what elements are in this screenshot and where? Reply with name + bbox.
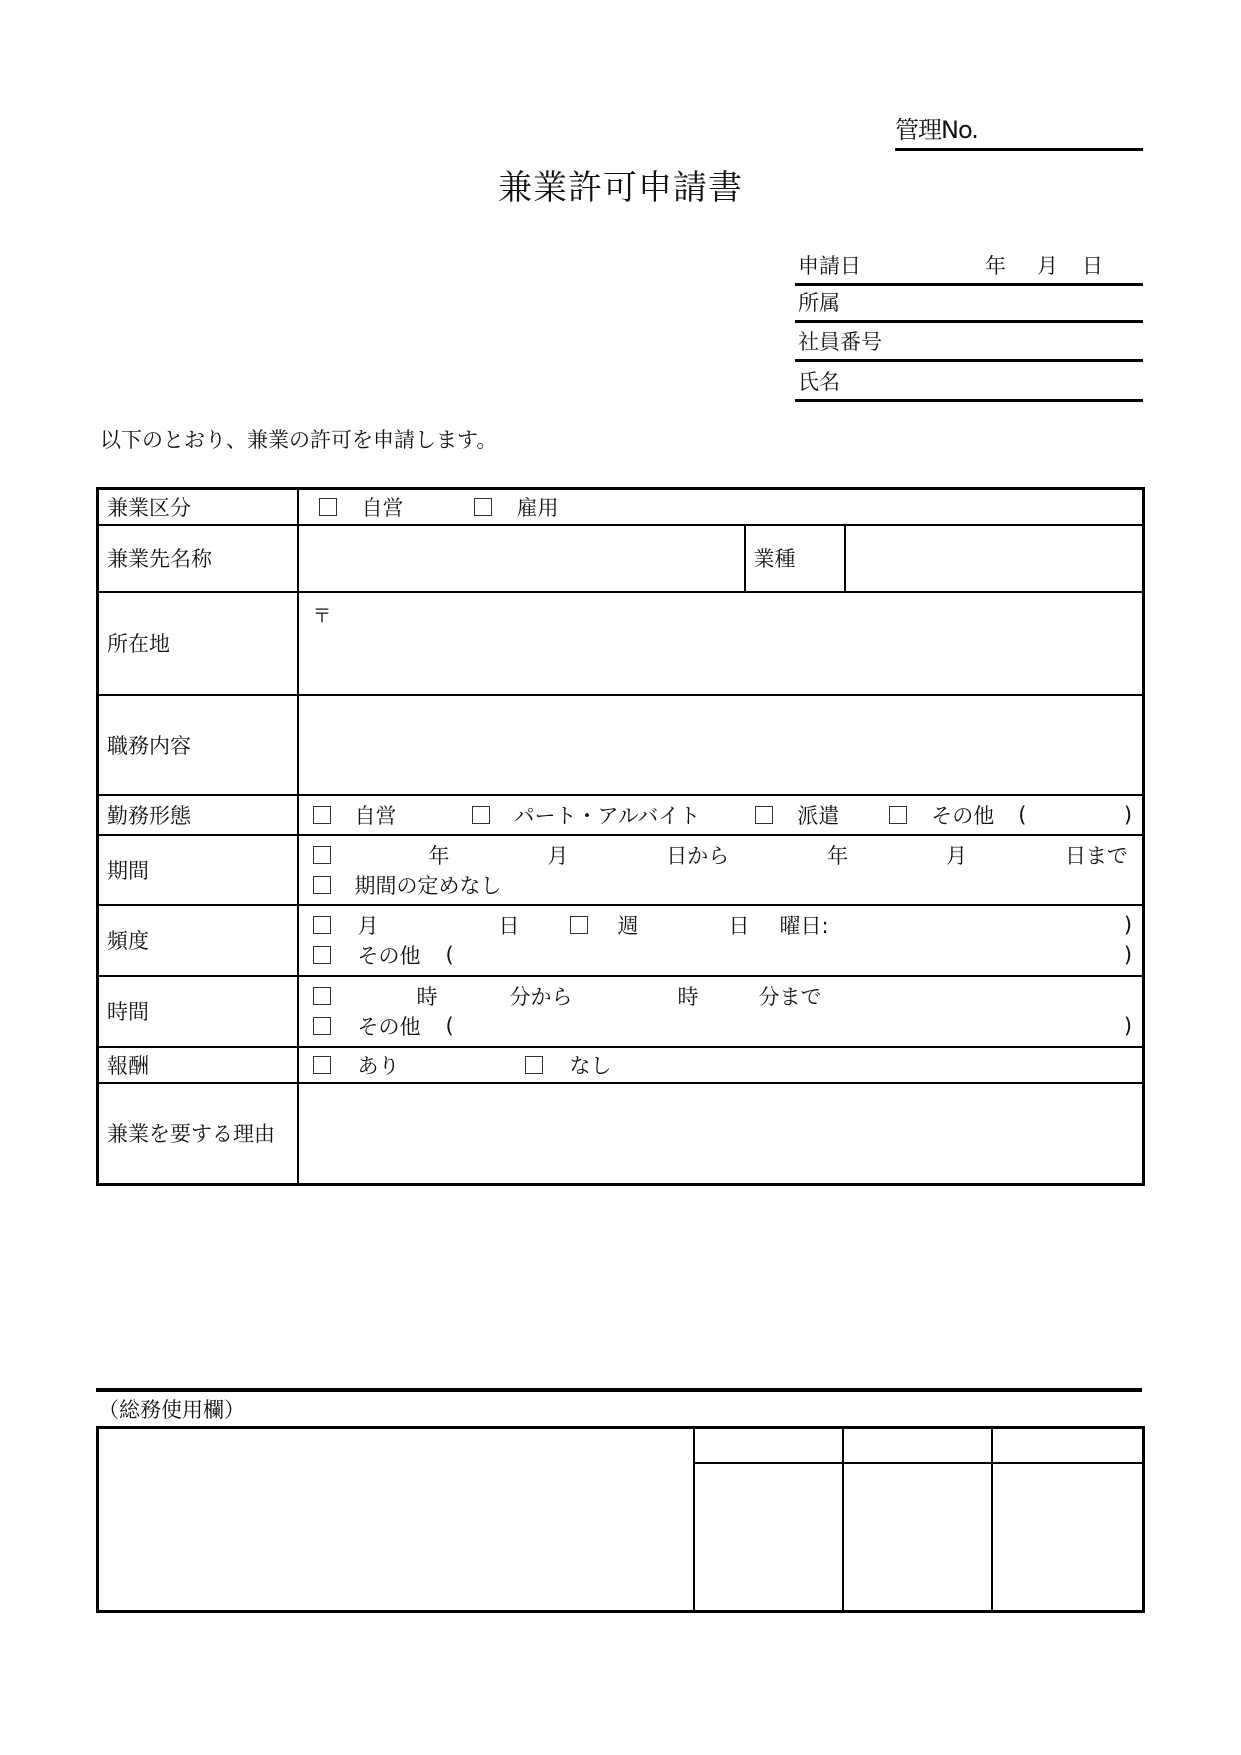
frequency-per-week-label: 週 [617,914,639,938]
side-job-form-table [96,487,1145,1186]
work-style-option-self: 自営 [354,803,397,828]
approval-stamp-cell-2[interactable] [843,1463,992,1612]
checkbox-icon[interactable] [313,1056,331,1074]
approval-header-cell-3[interactable] [992,1428,1144,1463]
compensation-options-cell [298,1047,1144,1083]
work-style-option-other: その他 [931,803,995,828]
frequency-row-label: 頻度 [98,905,298,976]
admin-number-label: 管理No. [895,116,978,144]
checkbox-icon[interactable] [313,846,331,864]
approval-stamp-cell-1[interactable] [694,1463,843,1612]
general-affairs-section-label: （総務使用欄） [98,1398,245,1422]
checkbox-icon[interactable] [319,498,337,516]
period-no-limit-label: 期間の定めなし [354,873,502,898]
work-style-row-label: 勤務形態 [98,795,298,835]
category-row-label: 兼業区分 [98,489,298,525]
open-paren: ( [445,943,454,967]
close-paren: ) [1123,802,1133,827]
general-affairs-notes-field[interactable] [98,1428,694,1612]
general-affairs-table [96,1426,1145,1613]
compensation-option-no: なし [569,1053,612,1078]
hours-other-label: その他 [357,1015,421,1039]
industry-label: 業種 [745,525,845,592]
name-label: 氏名 [798,370,840,394]
page-title: 兼業許可申請書 [498,168,743,208]
name-field-line[interactable] [795,362,1143,402]
month-unit-label: 月 [1037,254,1058,278]
close-paren: ) [1123,1014,1133,1038]
work-style-option-parttime: パート・アルバイト [513,803,701,828]
checkbox-icon[interactable] [474,498,492,516]
close-paren: ) [1123,943,1133,967]
frequency-week-days-label: 日 [728,914,750,938]
checkbox-icon[interactable] [313,946,331,964]
work-style-option-dispatch: 派遣 [797,803,840,828]
hours-from-hour-label: 時 [416,985,438,1009]
frequency-other-label: その他 [357,944,421,968]
hours-to-hour-label: 時 [677,985,699,1009]
application-date-label: 申請日 [798,254,861,278]
checkbox-icon[interactable] [313,987,331,1005]
employee-number-label: 社員番号 [798,330,882,354]
checkbox-icon[interactable] [889,806,907,824]
department-label: 所属 [798,291,840,315]
industry-field[interactable] [845,525,1144,592]
checkbox-icon[interactable] [525,1056,543,1074]
category-options-cell [298,489,1144,525]
reason-row-label: 兼業を要する理由 [98,1083,298,1185]
category-option-self: 自営 [361,495,404,520]
checkbox-icon[interactable] [570,916,588,934]
compensation-row-label: 報酬 [98,1047,298,1083]
period-day-from-label: 日から [666,843,730,868]
checkbox-icon[interactable] [313,806,331,824]
separator-line [96,1388,1142,1392]
category-option-employed: 雇用 [516,495,559,520]
hours-field-cell [298,976,1144,1047]
checkbox-icon[interactable] [755,806,773,824]
period-month-from-label: 月 [547,843,569,868]
intro-sentence: 以下のとおり、兼業の許可を申請します。 [100,428,498,452]
frequency-field-cell [298,905,1144,976]
applicant-info-block [795,248,1143,402]
period-month-to-label: 月 [946,843,968,868]
employee-number-field-line[interactable] [795,323,1143,362]
period-year-from-label: 年 [428,843,450,868]
period-field-cell [298,835,1144,905]
hours-to-minute-label: 分まで [758,985,822,1009]
department-field-line[interactable] [795,286,1143,323]
hours-from-minute-label: 分から [509,985,573,1009]
open-paren: ( [1018,802,1027,827]
reason-field[interactable] [298,1083,1144,1185]
duties-field[interactable] [298,695,1144,795]
approval-stamp-cell-3[interactable] [992,1463,1144,1612]
admin-number-field-line[interactable] [895,110,1143,151]
frequency-per-month-label: 月 [357,914,379,938]
side-job-name-field[interactable] [298,525,745,592]
year-unit-label: 年 [985,254,1006,278]
frequency-weekday-label: 曜日: [779,914,829,938]
day-unit-label: 日 [1082,254,1103,278]
close-paren: ) [1123,913,1133,937]
side-job-name-row-label: 兼業先名称 [98,525,298,592]
postal-mark: 〒 [312,604,332,627]
approval-header-cell-1[interactable] [694,1428,843,1463]
open-paren: ( [445,1014,454,1038]
checkbox-icon[interactable] [472,806,490,824]
frequency-days-label: 日 [498,914,520,938]
checkbox-icon[interactable] [313,876,331,894]
address-field[interactable] [298,592,1144,695]
checkbox-icon[interactable] [313,1017,331,1035]
duties-row-label: 職務内容 [98,695,298,795]
hours-row-label: 時間 [98,976,298,1047]
application-date-field-line[interactable] [795,248,1143,286]
period-year-to-label: 年 [827,843,849,868]
approval-header-cell-2[interactable] [843,1428,992,1463]
period-day-to-label: 日まで [1064,843,1128,868]
compensation-option-yes: あり [357,1053,400,1078]
address-row-label: 所在地 [98,592,298,695]
checkbox-icon[interactable] [313,916,331,934]
work-style-options-cell [298,795,1144,835]
period-row-label: 期間 [98,835,298,905]
